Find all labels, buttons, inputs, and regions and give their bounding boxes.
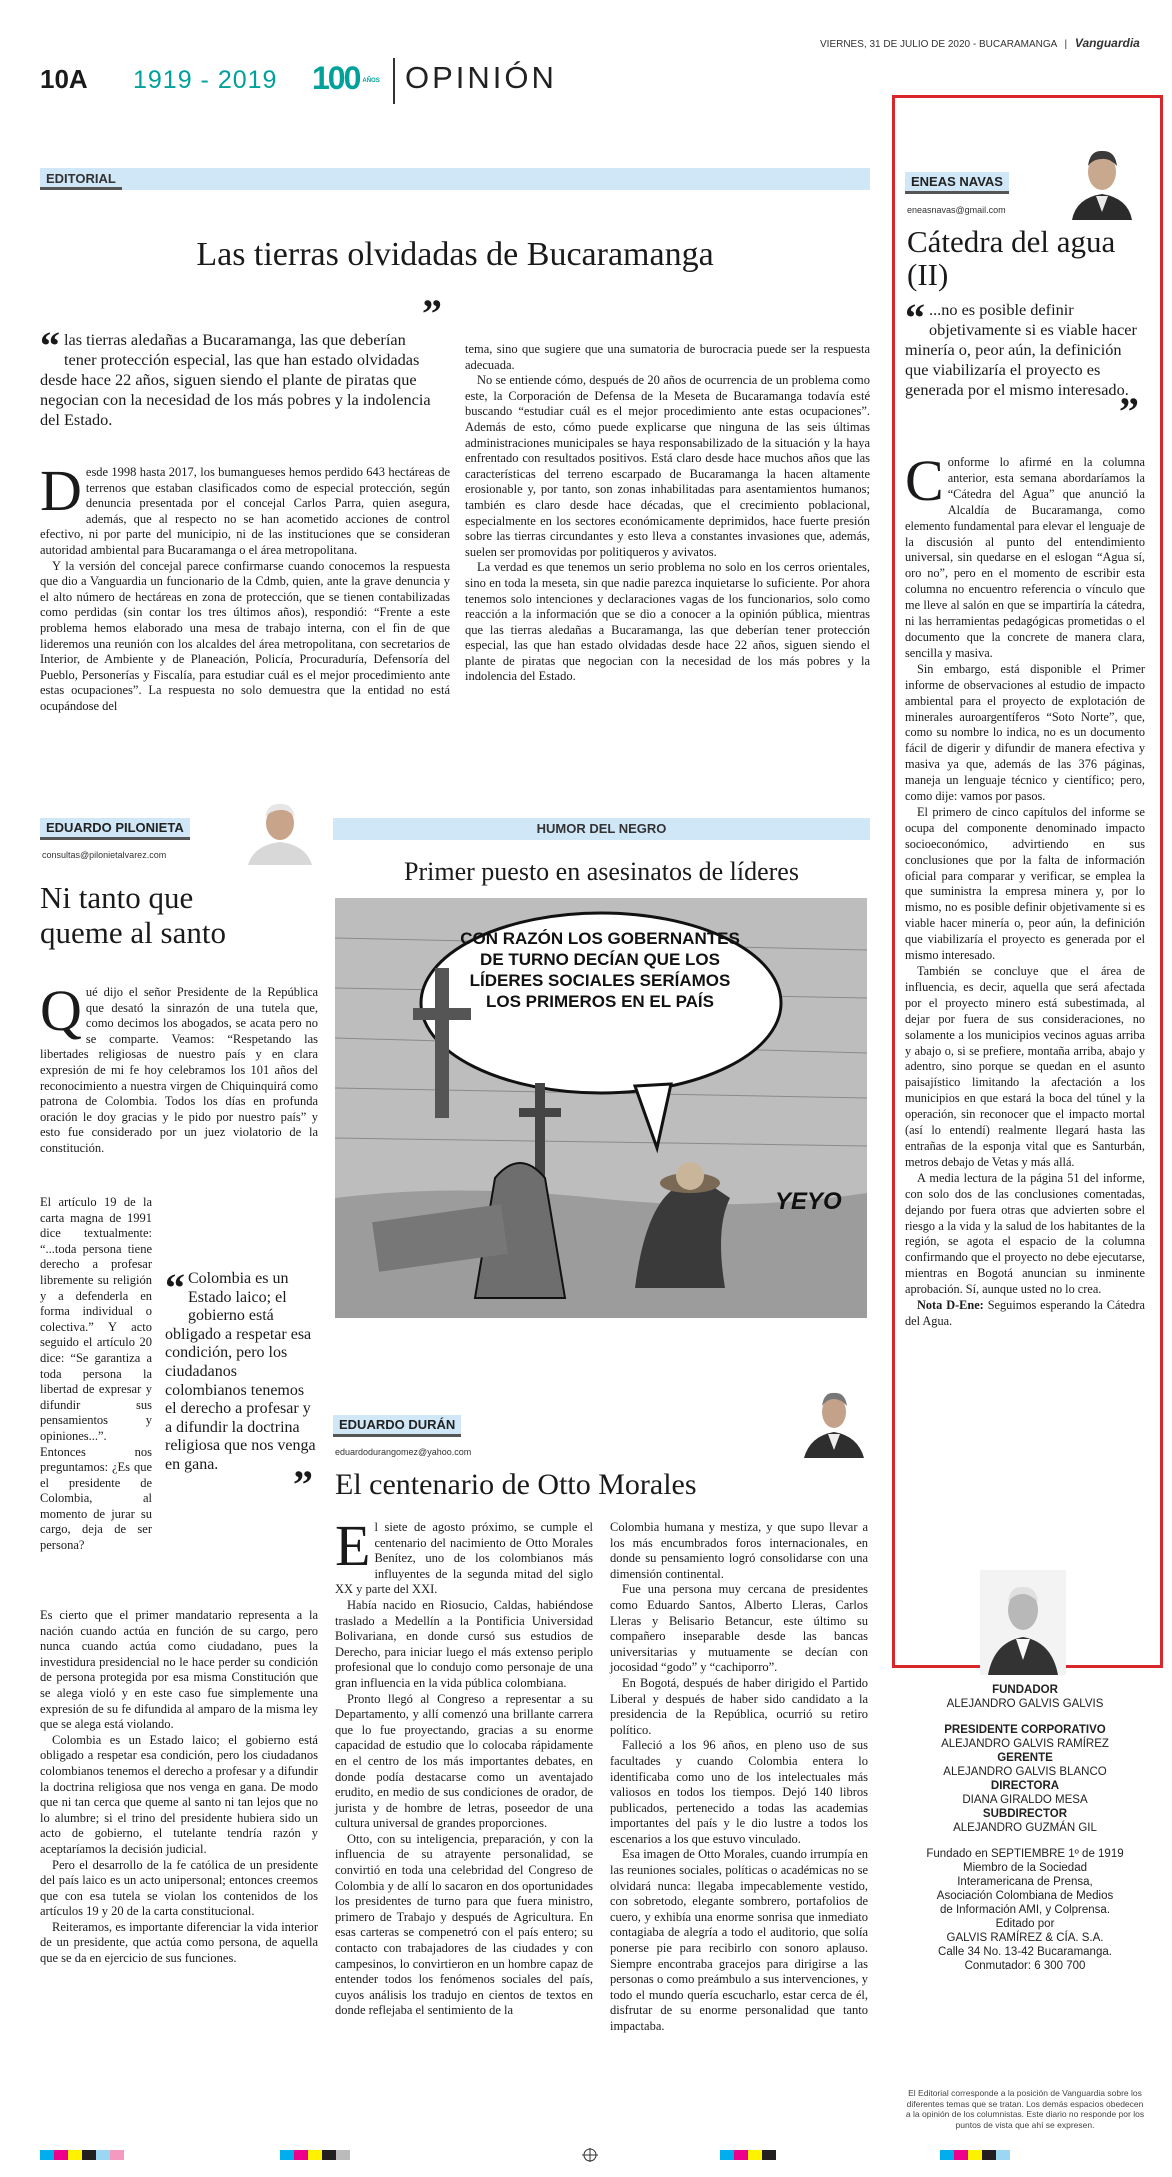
masthead-value: ALEJANDRO GUZMÁN GIL [953,1822,1097,1834]
masthead-value: ALEJANDRO GALVIS RAMÍREZ [941,1738,1109,1750]
masthead-info: GALVIS RAMÍREZ & CÍA. S.A. [946,1932,1104,1944]
eneas-paragraph: onforme lo afirmé en la columna anterior, esta semana abordaríamos la “Cátedra del Agua” que anunció la Alcaldía de Bucaramanga, como elemento fundamental para elevar el lenguaje de la discusión al punto del entendimiento universal, sin quedarse en el eslogan “Agua sí, oro no”, pero en el momento de escribir esta columna no encuentro referencia o vínculo que me lleve al salón en que se impartiría la cátedra, ni las herramientas pedagógicas prometidas o el documento que la concrete de manera clara, sencilla y masiva. [905,455,1145,660]
eneas-paragraph: A media lectura de la página 51 del informe, con solo dos de las conclusiones comentadas, dejando por fuera otras que advierten sobre el riesgo a la vida y la salud de los habitantes de la región, se agota el espacio de la columna confirmando que el proyecto no debe ejecutarse, mientras en Bogotá anuncian su inminente aprobación. Sí, aunque usted no lo crea. [905,1170,1145,1297]
editorial-pull-quote [40,291,442,430]
editorial-title: Las tierras olvidadas de Bucaramanga [196,236,714,273]
duran-paragraph: l siete de agosto próximo, se cumple el centenario del nacimiento de Otto Morales Benítez, uno de los colombianos más influyentes de la segunda mitad del siglo XX y parte del XXI. [335,1520,593,1597]
pilonieta-portrait [240,795,320,865]
dropcap-c: C [905,448,944,513]
eneas-author: ENEAS NAVAS [905,172,1009,194]
anniversary-years: 1919 - 2019 [133,66,278,94]
eneas-note-text: Seguimos esperando la Cátedra del Agua. [905,1298,1145,1328]
eneas-quote-text: ...no es posible definir objetivamente si es viable hacer minería o, peor aún, la definición que viabilizaría el proyecto es generada por el mismo interesado. [905,300,1137,399]
duran-paragraph: En Bogotá, después de haber dirigido el Partido Liberal y después de haber sido candidato a la presidencia de la República, ocurrió su retiro político. [610,1675,868,1737]
duran-paragraph: Fue una persona muy cercana de presidentes como Eduardo Santos, Alberto Lleras, Carlos Lleras y Belisario Betancur, este último su compañero inseparable desde las bancas universitarias y mutuamente se decían con jocosidad “godo” y “cachiporro”. [610,1582,868,1675]
founder-portrait [980,1570,1066,1675]
masthead-info: Asociación Colombiana de Medios [936,1890,1114,1902]
date-line: VIERNES, 31 DE JULIO DE 2020 - BUCARAMANGA | Vanguardia [820,36,1140,50]
cartoon [335,898,867,1318]
anniversary-number: 100 [312,60,360,96]
pilonieta-pull-quote [165,1265,317,1507]
duran-paragraph: Falleció a los 96 años, en pleno uso de sus facultades y cuando Colombia entera lo identificaba como uno de los intelectuales más valiosos en todos los tiempos. Dejó 140 libros publicados, pertenecido a todas las academias importantes del país y le dio lustre a todos los escenarios a los que estuvo vinculado. [610,1738,868,1846]
masthead-value: ALEJANDRO GALVIS BLANCO [943,1766,1107,1778]
pilonieta-col-bottom [40,1608,318,1967]
pilonieta-col-narrow [40,1195,152,1554]
editorial-paragraph: Y la versión del concejal parece confirmarse cuando conocemos la respuesta que dio a Vanguardia un funcionario de la Cdmb, quien, ante la grave denuncia y el alto número de hectáreas en zona de protección, que se tienen contabilizadas como perdidas (sin contar los tres últimos años), respondió: “Frente a este problema hemos elaborado una mesa de trabajo interna, con el fin de que lideremos una reunión con los alcaldes del área metropolitana, con secretarios de Interior, de Ambiente y de Planeación, Policía, Procuraduría, Defensoría del Pueblo, Personerías y Fiscalía, para estudiar cuál es el mejor procedimiento ante estas ocupaciones”. La respuesta no solo demuestra que la entidad no está ocupándose del [40,558,450,713]
humor-label-bar [333,818,870,840]
open-quote-icon: “ [165,1265,185,1310]
duran-paragraph: Otto, con su inteligencia, preparación, y con la influencia de su atrayente personalidad, se convirtió en toda una celebridad del Congreso de Colombia y de allí lo sacaron en dos oportunidades los presidentes de turno para que fuera ministro, primero de Trabajo y después de Agricultura. En esas carteras se compenetró con el país entero; su contacto con trabajadores de las ciudades y con campesinos, lo convirtieron en un hombre capaz de entender todos los fenómenos sociales del país, cuyos análisis los tradujo en cientos de textos en donde reflejaba el sentimiento de la [335,1831,593,2018]
eneas-paragraph: Sin embargo, está disponible el Primer informe de observaciones al estudio de impacto ambiental para el proyecto de explotación de minerales auroargentíferos “Soto Norte”, que, como su nombre lo indica, no es un documento fácil de digerir y difundir de manera efectiva y masiva ya que, además de las 376 páginas, maneja un lenguaje técnico y científico; pero, como dije: vamos por pasos. [905,661,1145,804]
pilonieta-title: Ni tanto que queme al santo [40,880,226,950]
page-number: 10A [40,64,88,94]
date-text: VIERNES, 31 DE JULIO DE 2020 - BUCARAMANGA [820,39,1057,50]
dropcap-d: D [40,458,82,523]
editorial-col-2 [465,342,870,685]
print-marks [40,2148,1140,2162]
eneas-note-label: Nota D-Ene: [917,1298,984,1313]
pilonieta-col-top [40,978,318,1157]
eneas-title: Cátedra del agua (II) [907,224,1116,292]
masthead-info: Calle 34 No. 13-42 Bucaramanga. [938,1946,1112,1958]
pilonieta-email: consultas@pilonietalvarez.com [42,850,167,860]
masthead-disclaimer: El Editorial corresponde a la posición de Vanguardia sobre los diferentes temas que se tratan. Los demás espacios obedecen a la opinión de los columnistas. Este diario no responde por los puntos de vista que ahí se expresen. [905,2088,1145,2130]
masthead-info: Miembro de la Sociedad [962,1862,1087,1874]
duran-col-2 [610,1520,868,2035]
editorial-quote-text: las tierras aledañas a Bucaramanga, las que deberían tener protección especial, las que han estado olvidadas desde hace 22 años, siguen siendo el plante de piratas que negocian con la necesidad de los más pobres y la indolencia del Estado. [40,330,431,429]
eneas-note [905,1298,1145,1330]
pilonieta-author: EDUARDO PILONIETA [40,818,190,840]
editorial-label-bar [40,168,870,190]
header-divider [393,58,395,104]
eneas-portrait [1062,140,1142,220]
pilonieta-paragraph: El artículo 19 de la carta magna de 1991 dice textualmente: “...toda persona tiene derecho a profesar libremente su religión y a defenderla en forma individual o colectiva.” Y acto seguido el artículo 20 dice: “Se garantiza a toda persona la libertad de expresar y difundir sus pensamientos y opiniones...”. Entonces nos preguntamos: ¿Es que el presidente de Colombia, al momento de jurar su cargo, deja de ser persona? [40,1195,152,1553]
eneas-email: eneasnavas@gmail.com [907,205,1006,215]
masthead-info: Conmutador: 6 300 700 [964,1960,1086,1972]
open-quote-icon: “ [905,295,925,340]
brand-name: Vanguardia [1074,36,1140,50]
pilonieta-paragraph: Es cierto que el primer mandatario representa a la nación cuando actúa en función de su cargo, pero nunca cuando actúa como ciudadano, pues la investidura presidencial no le hace perder su condición de persona protegida por esa misma Constitución que se alega violó y en este caso fue simplemente una expresión de su fe difundida al amparo de la misma ley que se alega está violando. [40,1608,318,1732]
editorial-col-1 [40,458,450,715]
masthead-label: DIRECTORA [990,1780,1060,1792]
masthead-info: Fundado en SEPTIEMBRE 1º de 1919 [926,1848,1124,1860]
close-quote-icon: ” [1119,389,1139,434]
masthead-info: Editado por [995,1918,1055,1930]
duran-paragraph: Esa imagen de Otto Morales, cuando irrumpía en las reuniones sociales, políticas o académicas no se olvidará nunca: llegaba impecablemente vestido, con sobretodo, elegante sombrero, portafolios de cuero, y exhibía una enorme sonrisa que inmediato contagiaba de alegría a todo el auditorio, que solía ponerse pie para recibirlo con sonoro aplauso. Siempre encontraba gracejos para dirigirse a las personas o como preámbulo a sus intervenciones, y todo el mundo quería escucharlo, estar cerca de él, disfrutar de su enorme personalidad que tanto impactaba. [610,1847,868,2033]
anniversary-logo [312,60,380,97]
duran-paragraph: Colombia humana y mestiza, y que supo llevar a los más encumbrados foros internacionales, en donde su pensamiento logró consolidarse con una dimensión continental. [610,1520,868,1581]
masthead-label: GERENTE [997,1752,1053,1764]
masthead-label: SUBDIRECTOR [982,1808,1068,1820]
cartoon-signature: YEYO [775,1188,842,1215]
masthead-value: ALEJANDRO GALVIS GALVIS [946,1698,1104,1710]
pilonieta-paragraph: Pero el desarrollo de la fe católica de un presidente del país laico es un acto unipersonal; entonces creemos que con esa tutela se violan los contenidos de los artículos 19 y 20 de la carta constitucional. [40,1857,318,1919]
masthead-info: de Información AMI, y Colprensa. [939,1904,1111,1916]
pilonieta-paragraph: Reiteramos, es importante diferenciar la vida interior de un presidente, que actúa como persona, de aquella que se da en ejercicio de sus funciones. [40,1919,318,1966]
duran-col-1 [335,1513,593,2019]
duran-title: El centenario de Otto Morales [335,1468,697,1501]
eneas-paragraph: También se concluye que el área de influencia, es decir, aquella que será afectada por el proyecto minero está subestimada, al dejar por fuera de sus consideraciones, no solamente a los municipios vecinos aguas arriba y abajo o, si se prefiere, montaña arriba, abajo y adentro, sino porque se quedan en el asunto paisajístico limitando la afectación a los municipios en que estará la boca del túnel y la operación, sin reconocer que el impacto mortal (así lo entendí) realmente llegará hasta las entrañas de la esponja vital que es Santurbán, metros debajo de Vetas y más allá. [905,964,1145,1169]
pilonieta-paragraph: Colombia es un Estado laico; el gobierno está obligado a respetar esa condición, pero los ciudadanos colombianos tenemos el derecho a profesar y a difundir la doctrina religiosa que nos venga en gana. De modo que ni tan cerca que queme al santo ni tan lejos que no lo alumbre; si el trino del presidente hubiera sido un acto de gobierno, el tutelante tendría razón y aceptaríamos la decisión judicial. [40,1732,318,1856]
eneas-pull-quote [905,295,1145,434]
masthead-value: DIANA GIRALDO MESA [962,1794,1088,1806]
editorial-label: EDITORIAL [40,168,122,190]
duran-author: EDUARDO DURÁN [333,1415,461,1437]
masthead-info: Interamericana de Prensa, [957,1876,1093,1888]
anniversary-sub: AÑOS [362,77,380,84]
close-quote-icon: ” [422,291,442,336]
open-quote-icon: “ [40,323,60,368]
cartoon-bubble-text: CON RAZÓN LOS GOBERNANTES DE TURNO DECÍAN QUE LOS LÍDERES SOCIALES SERÍAMOS LOS PRIMEROS EN EL PAÍS [460,929,740,1011]
dropcap-q: Q [40,978,82,1043]
pilonieta-paragraph: ué dijo el señor Presidente de la República que desató la sinrazón de una tutela que, como decimos los abogados, se acata pero no se comparte. Veamos: “Respetando las libertades religiosas de nuestro país y en clara expresión de mi fe hoy celebramos los 101 años del reconocimiento a nuestra virgen de Chiquinquirá como patrona de Colombia. Todos los días en profunda oración le doy gracias y le pido por nuestro país” y esto fue considerado por un juez violatorio de la constitución. [40,985,318,1155]
close-quote-icon: ” [293,1461,313,1507]
duran-email: eduardodurangomez@yahoo.com [335,1447,472,1457]
editorial-paragraph: esde 1998 hasta 2017, los bumangueses hemos perdido 643 hectáreas de terrenos que estaban clasificados como de especial protección, según denuncia presentada por el concejal Carlos Parra, quien asegura, además, que al respecto no se han acometido acciones de control efectivo, ni por parte del municipio, ni de las instituciones que se consideran autoridad ambiental para Bucaramanga o el área metropolitana. [40,465,450,557]
eneas-paragraph: El primero de cinco capítulos del informe se ocupa del componente denominado impacto socioeconómico, advirtiendo en sus conclusiones que por la falta de información oficial para comparar y verificar, se emplea la que suministra la empresa minera y, por lo mismo, no es posible definir objetivamente si es viable hacer minería o, peor aún, la definición que viabilizaría el proyecto es generada por el mismo interesado. [905,804,1145,963]
editorial-paragraph: La verdad es que tenemos un serio problema no solo en los cerros orientales, sino en toda la meseta, sin que nadie parezca inquietarse lo suficiente. Por ahora tenemos solo intenciones y declaraciones vagas de los funcionarios, solo como reacción a la información que se dio a conocer a la opinión pública, mientras que las tierras aledañas a Bucaramanga, las que deberían tener protección especial, las que han estado olvidadas desde hace 22 años, siguen siendo el plante de piratas que negocian con la necesidad de los más pobres y la indolencia del Estado. [465,560,870,684]
editorial-paragraph: tema, sino que sugiere que una sumatoria de burocracia puede ser la respuesta adecuada. [465,342,870,372]
eneas-author-bar [905,172,1020,194]
humor-title: Primer puesto en asesinatos de líderes [404,857,799,886]
humor-label: HUMOR DEL NEGRO [536,821,667,836]
duran-author-bar [333,1415,753,1437]
dropcap-e: E [335,1513,371,1578]
masthead-label: FUNDADOR [992,1684,1058,1696]
pilonieta-quote-text: Colombia es un Estado laico; el gobierno está obligado a respetar esa condición, pero los ciudadanos colombianos tenemos el derecho a profesar y a difundir la doctrina religiosa que nos venga en gana. [165,1270,316,1473]
masthead-label: PRESIDENTE CORPORATIVO [944,1724,1106,1736]
duran-paragraph: Había nacido en Riosucio, Caldas, habiéndose traslado a Medellín a la Pontificia Universidad Bolivariana, en donde cursó sus estudios de Derecho, para iniciar luego el más extenso periplo profesional que lo condujo como personaje de una gran influencia en la vida pública colombiana. [335,1597,593,1690]
section-title: OPINIÓN [405,60,557,95]
eneas-body [905,448,1145,1330]
editorial-paragraph: No se entiende cómo, después de 20 años de ocurrencia de un problema como este, la Corporación de Defensa de la Meseta de Bucaramanga todavía esté buscando “estudiar cuál es el mejor procedimiento ante estas ocupaciones”. Además de esto, cómo puede explicarse que ninguna de las seis últimas administraciones municipales se haya responsabilizado de la situación y la haya enfrentado con resultados positivos. Está claro desde hace muchos años que las características del terreno escarpado de Bucaramanga la hacen altamente erosionable y, por tanto, son zonas inhabilitadas para asentamientos humanos; también es claro desde hace décadas, que el crecimiento poblacional, especialmente en los sectores económicamente deprimidos, hace fuerte presión sobre las tierras circundantes y esto lleva a constantes invasiones que, además, suelen ser promovidas por politiqueros y avivatos. [465,373,870,559]
duran-portrait [800,1382,868,1458]
masthead [905,1683,1145,1973]
duran-paragraph: Pronto llegó al Congreso a representar a su Departamento, y allí comenzó una brillante carrera que lo fue proyectando, gracias a su enorme capacidad de estudio que lo colocaba rápidamente en el centro de los más importantes debates, en donde podía destacarse como un aventajado erudito, en medio de sus condiciones de orador, de jurista y de hombre de letras, poseedor de una cultura universal de grandes proporciones. [335,1691,593,1831]
